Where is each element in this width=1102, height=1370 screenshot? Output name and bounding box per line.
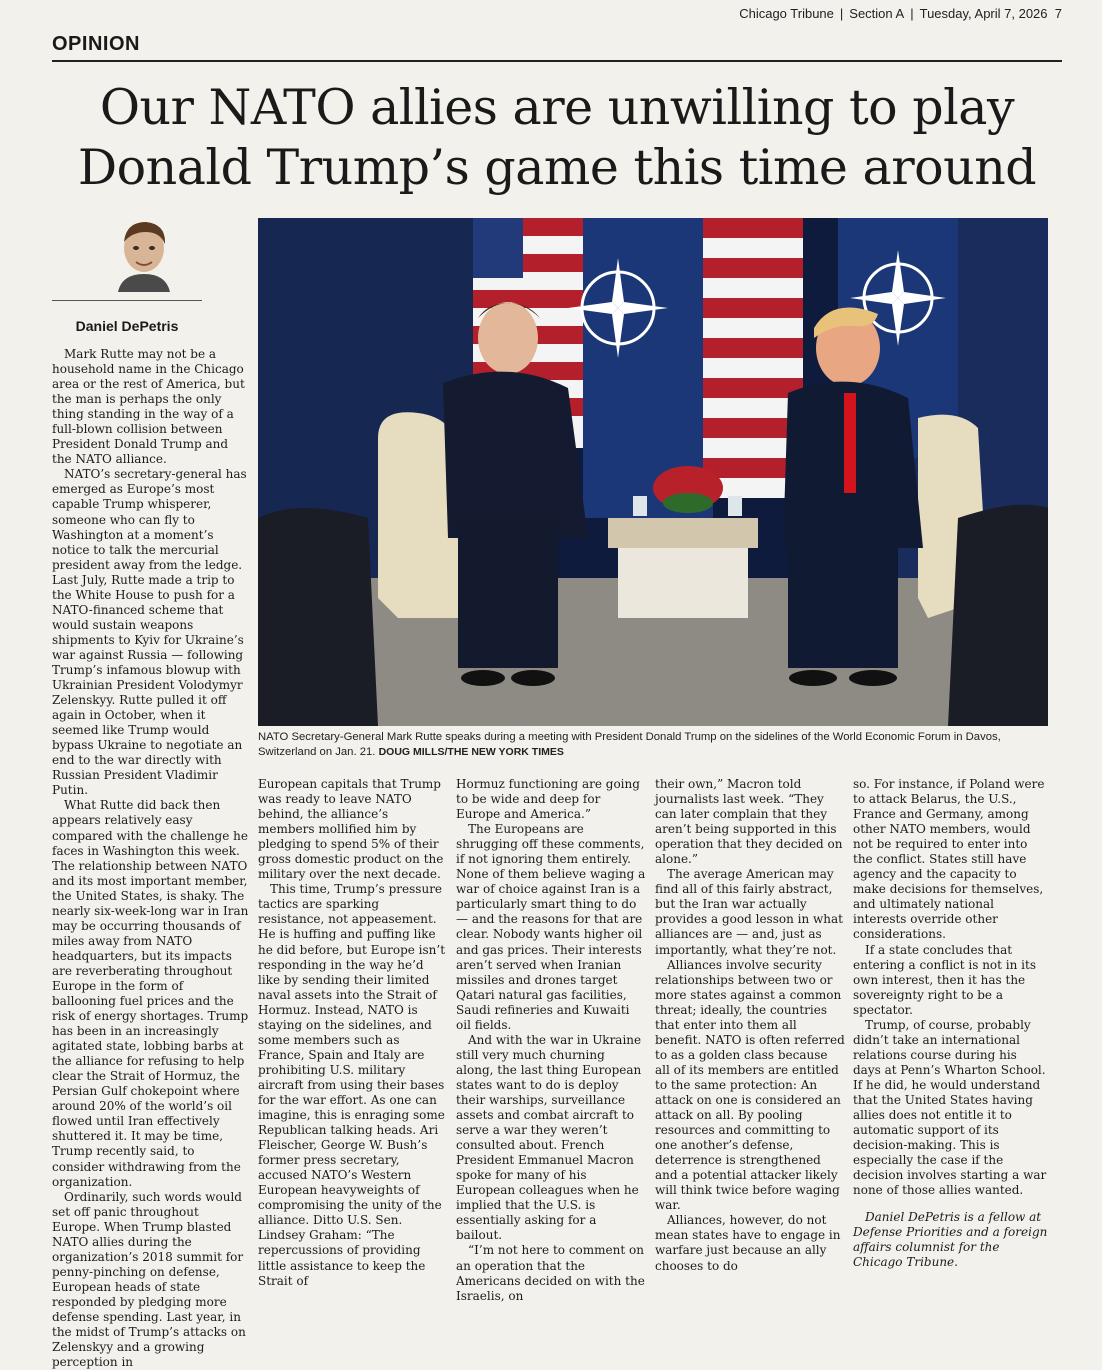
paragraph: their own,” Macron told journalists last week. “They can later complain that they aren’t being supported in this operation that they decided on alone.” <box>655 777 843 867</box>
masthead-page-number: 7 <box>1054 6 1062 21</box>
photo-caption <box>258 730 1048 760</box>
paragraph: NATO’s secretary-general has emerged as Europe’s most capable Trump whisperer, someone who can fly to Washington at a moment’s notice to talk the mercurial president away from the ledge. Last July, Rutte made a trip to the White House to push for a NATO-financed scheme that would sustain weapons shipments to Kyiv for Ukraine’s war against Russia — following Trump’s infamous blowup with Ukrainian President Volodymyr Zelenskyy. Rutte pulled it off again in October, when it seemed like Trump would bypass Ukraine to negotiate an end to the war directly with Russian President Vladimir Putin. <box>52 467 247 798</box>
paragraph: Alliances, however, do not mean states have to engage in warfare just because an ally chooses to do <box>655 1213 841 1273</box>
paragraph: The Europeans are shrugging off these comments, if not ignoring them entirely. None of them believe waging a war of choice against Iran is a particularly smart thing to do — and the reasons for that are clear. Nobody wants higher oil and gas prices. Their interests aren’t served when Iranian missiles and drones target Qatari natural gas facilities, Saudi refineries and Kuwaiti oil fields. <box>456 822 646 1032</box>
coffee-table-icon <box>608 518 758 548</box>
person-foreground-right-icon <box>948 505 1048 726</box>
headline <box>52 78 1062 198</box>
masthead-paper: Chicago Tribune <box>739 6 834 21</box>
masthead: Chicago Tribune | Section A | Tuesday, April 7, 2026 7 <box>739 6 1062 21</box>
author-headshot <box>112 218 176 292</box>
caption-text: NATO Secretary-General Mark Rutte speaks during a meeting with President Donald Trump on the sidelines of the World Economic Forum in Davos, Switzerland on Jan. 21. <box>258 731 1001 758</box>
paragraph: The average American may find all of this fairly abstract, but the Iran war actually provides a good lesson in what alliances are — and, just as importantly, what they’re not. <box>655 867 843 957</box>
paragraph: This time, Trump’s pressure tactics are sparking resistance, not appeasement. He is huffing and puffing like he did before, but Europe isn’t responding in the way he’d like by sending their limited naval assets into the Strait of Hormuz. Instead, NATO is staying on the sidelines, and some members such as France, Spain and Italy are prohibiting U.S. military aircraft from using their bases for the war effort. As one can imagine, this is enraging some Republican talking heads. Ari Fleischer, George W. Bush’s former press secretary, accused NATO’s Western European heavyweights of compromising the unity of the alliance. Ditto U.S. Sen. Lindsey Graham: “The repercussions of providing little assistance to keep the Strait of <box>258 882 446 1288</box>
article-column-3 <box>456 777 646 1304</box>
paragraph: Mark Rutte may not be a household name in the Chicago area or the rest of America, but the man is perhaps the only thing standing in the way of a full-blown collision between President Donald Trump and the NATO alliance. <box>52 347 245 467</box>
author-byline: Daniel DePetris <box>75 318 179 334</box>
paragraph: Trump, of course, probably didn’t take an international relations course during his days at Penn’s Wharton School. If he did, he would understand that the United States having allies does not entitle it to automatic support of its decision-making. This is especially the case if the decision involves starting a war none of those allies wanted. <box>853 1017 1047 1198</box>
paragraph: so. For instance, if Poland were to attack Belarus, the U.S., France and Germany, among other NATO members, would not be required to enter into the conflict. States still have agency and the capacity to make decisions for themselves, and ultimately national interests override other considerations. <box>853 777 1045 942</box>
headline-line-2: Donald Trump’s game this time around <box>77 139 1037 196</box>
news-photo <box>258 218 1048 726</box>
masthead-date: Tuesday, April 7, 2026 <box>919 6 1048 21</box>
article-column-5 <box>853 777 1048 1271</box>
paragraph: What Rutte did back then appears relatively easy compared with the challenge he faces in Washington this week. The relationship between NATO and its most important member, the United States, is shaky. The nearly six-week-long war in Iran may be occurring thousands of miles away from NATO headquarters, but its impacts are reverberating throughout Europe in the form of ballooning fuel prices and the risk of energy shortages. Trump has been in an increasingly agitated state, lobbing barbs at the alliance for refusing to help clear the Strait of Hormuz, the Persian Gulf chokepoint where around 20% of the world’s oil flowed until Iran effectively shuttered it. It may be time, Trump recently said, to consider withdrawing from the organization. <box>52 798 249 1189</box>
person-foreground-left-icon <box>258 508 378 726</box>
paragraph: If a state concludes that entering a conflict is not in its own interest, then it has the sovereignty right to be a spectator. <box>853 942 1036 1017</box>
paragraph: “I’m not here to comment on an operation that the Americans decided on with the Israelis, on <box>456 1243 645 1303</box>
section-divider <box>52 60 1062 62</box>
article-column-1 <box>52 347 250 1370</box>
paragraph: Hormuz functioning are going to be wide and deep for Europe and America.” <box>456 777 640 822</box>
headline-line-1: Our NATO allies are unwilling to play <box>99 79 1015 136</box>
paragraph: Ordinarily, such words would set off panic throughout Europe. When Trump blasted NATO allies during the organization’s 2018 summit for penny-pinching on defense, European heads of state responded by pledging more defense spending. Last year, in the midst of Trump’s attacks on Zelenskyy and a growing perception in <box>52 1189 246 1370</box>
author-divider <box>52 300 202 301</box>
paragraph: And with the war in Ukraine still very much churning along, the last thing European states want to do is deploy their warships, surveillance assets and combat aircraft to serve a war they weren’t consulted about. French President Emmanuel Macron spoke for many of his European colleagues when he implied that the U.S. is essentially asking for a bailout. <box>456 1032 642 1243</box>
paragraph: Alliances involve security relationships between two or more states against a common threat; ideally, the countries that enter into them all benefit. NATO is often referred to as a golden class because all of its members are entitled to the same protection: An attack on one is considered an attack on all. By pooling resources and committing to one another’s defense, deterrence is strengthened and a potential attacker likely will think twice before waging war. <box>655 957 845 1213</box>
paragraph: European capitals that Trump was ready to leave NATO behind, the alliance’s members mollified him by pledging to spend 5% of their gross domestic product on the military over the next decade. <box>258 777 444 882</box>
author-tagline: Daniel DePetris is a fellow at Defense Priorities and a foreign affairs columnist for the Chicago Tribune. <box>853 1210 1048 1270</box>
section-label: OPINION <box>52 33 140 55</box>
article-column-2 <box>258 777 448 1289</box>
masthead-section: Section A <box>849 6 905 21</box>
photo-credit: DOUG MILLS/THE NEW YORK TIMES <box>378 746 564 758</box>
article-column-4 <box>655 777 845 1274</box>
